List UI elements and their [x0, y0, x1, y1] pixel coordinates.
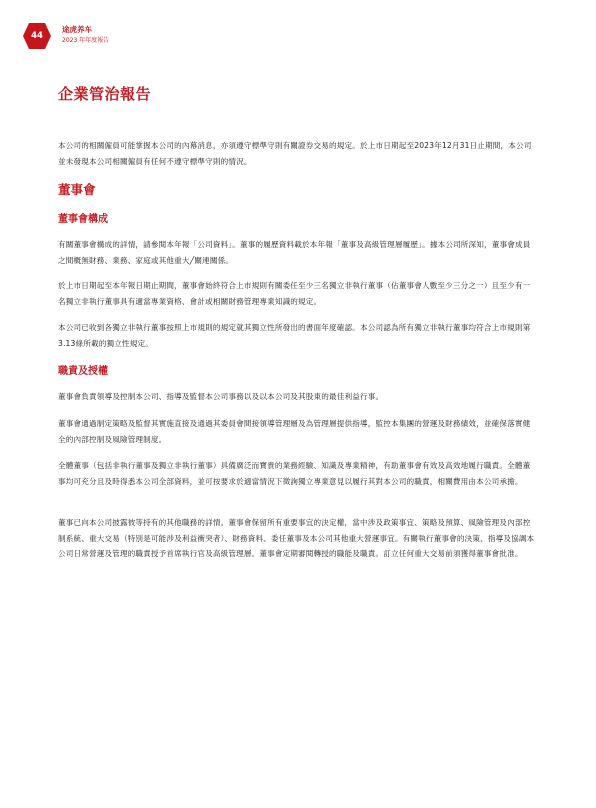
- report-name: 2023 年年度報告: [62, 37, 110, 44]
- composition-paragraph-2: 於上市日期起至本年報日期止期間，董事會始終符合上市規則有關委任至少三名獨立非執行董事（佔董事會人數至少三分之一）且至少有一名獨立非執行董事具有適當專業資格、會計或相關財務管理專業知識的規定。: [58, 281, 531, 306]
- intro-paragraph: 本公司的相關僱員可能掌握本公司的內幕消息，亦須遵守標準守則有關證券交易的規定。於上市日期起至2023年12月31日止期間，本公司並未發現本公司相關僱員有任何不遵守標準守則的情況。: [58, 141, 532, 166]
- page-number-badge: [22, 22, 52, 50]
- section-heading-board: 董事會: [58, 182, 96, 197]
- responsibilities-paragraph-1: 董事會負責領導及控制本公司、指導及監督本公司事務以及以本公司及其股東的最佳利益行事。: [58, 392, 384, 401]
- page-number: 44: [31, 31, 43, 41]
- company-name: 途虎养车: [62, 25, 92, 34]
- subsection-heading-composition: 董事會構成: [58, 214, 108, 225]
- composition-paragraph-3: 本公司已收到各獨立非執行董事按照上市規則的規定就其獨立性所發出的書面年度確認。本公司認為所有獨立非執行董事均符合上市規則第3.13條所載的獨立性規定。: [58, 323, 531, 348]
- subsection-heading-responsibilities: 職責及授權: [58, 366, 108, 377]
- responsibilities-paragraph-3: 全體董事（包括非執行董事及獨立非執行董事）具備廣泛而寶貴的業務經驗、知識及專業精神，有助董事會有效及高效地履行職責。全體董事均可充分且及時得悉本公司全部資料，並可按要求於適當情況下徵詢獨立專業意見以履行其對本公司的職責，相關費用由本公司承擔。: [58, 461, 531, 486]
- page-title: 企業管治報告: [58, 85, 152, 103]
- composition-paragraph-1: 有關董事會構成的詳情，請參閱本年報「公司資料」。董事的履歷資料載於本年報「董事及高級管理層履歷」。據本公司所深知，董事會成員之間概無財務、業務、家庭或其他重大╱關連關係。: [58, 240, 531, 265]
- responsibilities-paragraph-2: 董事會通過制定策略及監督其實施直接及通過其委員會間接領導管理層及為管理層提供指導，監控本集團的營運及財務績效，並確保落實健全的內部控制及風險管理制度。: [58, 419, 531, 444]
- responsibilities-paragraph-4: 董事已向本公司披露彼等持有的其他職務的詳情。董事會保留所有重要事宜的決定權，當中涉及政策事宜、策略及預算、風險管理及內部控制系統、重大交易（特別是可能涉及利益衝突者）、財務資料、委任董事及本公司其他重大營運事宜。有關執行董事會的決策、指導及協調本公司日常營運及管理的職責授予首席執行官及高級管理層。董事會定期審閱轉授的職能及職責。訂立任何重大交易前須獲得董事會批准。: [58, 518, 535, 558]
